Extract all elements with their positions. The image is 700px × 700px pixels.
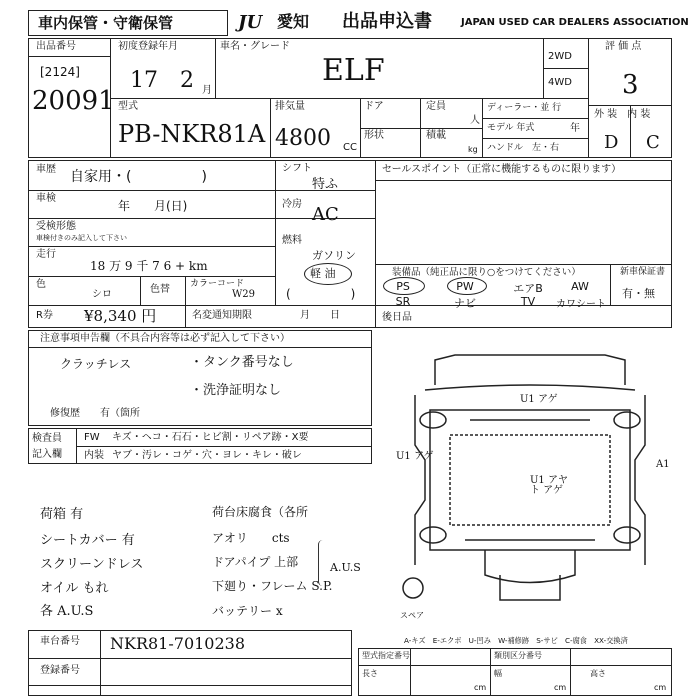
equipment-ps-circle <box>383 277 425 295</box>
rating-label: 評 価 点 <box>605 41 642 52</box>
divider <box>610 264 611 305</box>
color-code-value: W29 <box>232 289 256 300</box>
note-1: クラッチレス <box>60 357 132 371</box>
receipt-note: 車検付きのみ記入して下さい <box>36 234 127 242</box>
shift-label: シフト <box>282 163 312 174</box>
dealer-label: ディーラー・並 行 <box>487 103 562 113</box>
mileage-value: 18 万 9 千 7 6 + km <box>90 259 208 273</box>
hand-right-2: アオリ cts <box>212 531 290 545</box>
fw-label: FW <box>84 432 100 443</box>
equipment-kawa-seat: カワシート <box>556 299 606 310</box>
mileage-label: 走行 <box>36 249 56 260</box>
name-notice-label: 名変通知期限 <box>192 310 252 321</box>
later-label: 後日品 <box>382 312 412 323</box>
doors-label: ドア <box>364 101 384 112</box>
equipment-tv: TV <box>520 295 536 308</box>
ju-logo <box>236 12 276 34</box>
length-label: 長さ <box>362 669 378 678</box>
brace-mark <box>318 540 327 586</box>
load-label: 積載 <box>426 130 446 141</box>
divider <box>482 118 588 119</box>
entry-label: 記入欄 <box>32 449 62 460</box>
note-3: ・洗浄証明なし <box>190 383 282 398</box>
warranty-label: 新車保証書 <box>620 267 666 277</box>
inspector-label: 検査員 <box>32 433 62 444</box>
divider <box>185 276 186 305</box>
hand-right-3: ドアパイプ 上部 <box>212 555 299 569</box>
hand-right-5: バッテリー x <box>212 604 283 618</box>
model-label: 型式 <box>118 101 138 112</box>
note-2: ・タンク番号なし <box>190 355 294 370</box>
divider <box>140 276 141 305</box>
equipment-airbag: エアB <box>513 282 543 295</box>
divider <box>28 56 110 57</box>
car-name-label: 車名・グレード <box>220 41 290 52</box>
notice-label: 注意事項申告欄（不具合内容等は必ず記入して下さい） <box>40 333 290 344</box>
equipment-pw-circle <box>447 277 487 295</box>
model-year-label: モデル 年式 <box>487 123 535 133</box>
form-title: 出品申込書 <box>342 11 432 32</box>
hand-left-5: 各 A.U.S <box>40 604 94 619</box>
cm-unit-1: cm <box>474 683 487 692</box>
equipment-pw: PW <box>456 280 474 293</box>
repair-label: 修復歴 有（箇所 <box>50 408 140 419</box>
reg-number-label: 登録番号 <box>40 665 80 676</box>
drive-2wd: 2WD <box>548 51 572 62</box>
divider <box>76 428 77 464</box>
capacity-label: 定員 <box>426 101 446 112</box>
chassis-label: 車台番号 <box>40 636 80 647</box>
damage-mark-left: U1 アゲ <box>396 451 434 462</box>
divider <box>410 648 411 696</box>
divider <box>375 180 672 181</box>
type-designation-label: 型式指定番号 <box>362 651 410 660</box>
equipment-label: 装備品（純正品に限り○をつけてください） <box>392 267 581 278</box>
divider <box>490 648 491 696</box>
inspection-label: 車検 <box>36 193 56 204</box>
ac-label: 冷房 <box>282 199 302 210</box>
divider <box>28 276 275 277</box>
region-label: 愛知 <box>277 12 310 31</box>
kg-unit: kg <box>468 145 478 154</box>
divider <box>375 264 672 265</box>
divider <box>76 446 372 447</box>
lot-small: [2124] <box>40 65 80 79</box>
fuel-label: 燃料 <box>282 235 302 246</box>
divider <box>275 160 276 305</box>
equipment-sr: SR <box>395 295 411 308</box>
association-name: JAPAN USED CAR DEALERS ASSOCIATION <box>461 17 689 28</box>
displacement-value: 4800 <box>275 126 331 151</box>
history-value: 自家用・( ) <box>70 169 207 185</box>
fw-items: キズ・ヘコ・石石・ヒビ割・リペア跡・X要 <box>112 432 309 443</box>
lot-number: 20091 <box>32 86 115 116</box>
storage-label: 車内保管・守衛保管 <box>38 14 174 32</box>
hand-right-4: 下廻り・フレーム S.P. <box>212 579 333 593</box>
cc-unit: CC <box>343 142 357 153</box>
receipt-label: 受検形態 <box>36 221 76 232</box>
drive-4wd: 4WD <box>548 77 572 88</box>
color-value: シロ <box>92 289 112 300</box>
spare-label: スペア <box>400 611 424 620</box>
inspection-value: 年 月(日) <box>118 199 188 213</box>
recycle-value: ¥8,340 円 <box>84 307 157 325</box>
divider <box>28 658 352 659</box>
hand-left-3: スクリーンドレス <box>40 557 144 572</box>
month-unit: 月 <box>202 85 212 96</box>
rating-value: 3 <box>622 70 639 100</box>
color-change-label: 色替 <box>150 284 170 295</box>
reg-year: 17 <box>130 68 158 93</box>
shift-value: 特ふ <box>312 177 339 192</box>
divider <box>28 347 372 348</box>
shape-label: 形状 <box>364 130 384 141</box>
car-name: ELF <box>322 53 385 88</box>
divider <box>358 665 672 666</box>
equipment-aw: AW <box>571 280 589 293</box>
equipment-ps: PS <box>396 280 410 293</box>
interior-grade: C <box>646 132 660 153</box>
cm-unit-3: cm <box>654 683 667 692</box>
interior-items: ヤブ・汚レ・コゲ・穴・ヨレ・キレ・破レ <box>112 450 302 461</box>
damage-mark-top: U1 アゲ <box>520 394 558 405</box>
model-value: PB-NKR81A <box>118 120 266 148</box>
hand-left-4: オイル もれ <box>40 581 109 596</box>
height-label: 高さ <box>590 669 606 678</box>
divider <box>360 128 482 129</box>
year-unit: 年 <box>570 123 580 134</box>
hand-left-1: 荷箱 有 <box>40 507 84 522</box>
hand-left-2: シートカバー 有 <box>40 533 135 548</box>
interior-label: 内装 <box>84 450 104 461</box>
color-code-label: カラーコード <box>190 279 245 289</box>
classification-label: 類別区分番号 <box>494 651 542 660</box>
hand-right-extra: A.U.S <box>330 561 361 574</box>
divider <box>375 160 376 328</box>
divider <box>185 305 186 328</box>
name-notice-value: 月 日 <box>300 310 340 321</box>
history-label: 車歴 <box>36 164 56 175</box>
lot-label: 出品番号 <box>36 41 76 52</box>
fuel-diesel: 軽 油 <box>310 267 336 280</box>
ac-value: AC <box>312 204 339 225</box>
divider <box>28 685 352 686</box>
divider <box>543 68 588 69</box>
chassis-value: NKR81-7010238 <box>110 634 246 653</box>
divider <box>588 38 589 158</box>
cm-unit-2: cm <box>554 683 567 692</box>
damage-mark-right: A1 <box>656 459 670 470</box>
fuel-paren: ( ) <box>286 287 356 301</box>
equipment-navi: ナビ <box>454 297 476 310</box>
divider <box>270 98 271 158</box>
warranty-value: 有・無 <box>622 287 655 300</box>
divider <box>482 138 588 139</box>
divider <box>482 98 483 158</box>
exterior-grade: D <box>604 132 619 153</box>
handle-label: ハンドル 左・右 <box>487 143 560 153</box>
divider <box>215 38 216 98</box>
damage-legend: A-キズ E-エクボ U-凹み W-補修跡 S-サビ C-腐食 XX-交換済 <box>404 636 628 645</box>
divider <box>28 246 275 247</box>
person-unit: 人 <box>470 115 480 126</box>
displacement-label: 排気量 <box>275 101 305 112</box>
recycle-label: R券 <box>36 310 53 321</box>
hand-right-1: 荷台床腐食（各所 <box>212 505 309 519</box>
divider <box>570 648 571 696</box>
divider <box>110 98 588 99</box>
ju-logo-text: JU <box>238 12 263 33</box>
reg-month: 2 <box>180 68 194 93</box>
damage-mark-center: U1 アヤト アゲ <box>530 475 568 496</box>
fuel-gas: ガソリン <box>312 249 356 262</box>
color-label: 色 <box>36 279 46 290</box>
ext-int-label: 外 装 内 装 <box>594 109 651 120</box>
divider <box>100 630 101 696</box>
width-label: 幅 <box>494 669 502 678</box>
selling-points-label: セールスポイント（正常に機能するものに限ります） <box>382 164 622 175</box>
first-reg-label: 初度登録年月 <box>118 41 178 52</box>
